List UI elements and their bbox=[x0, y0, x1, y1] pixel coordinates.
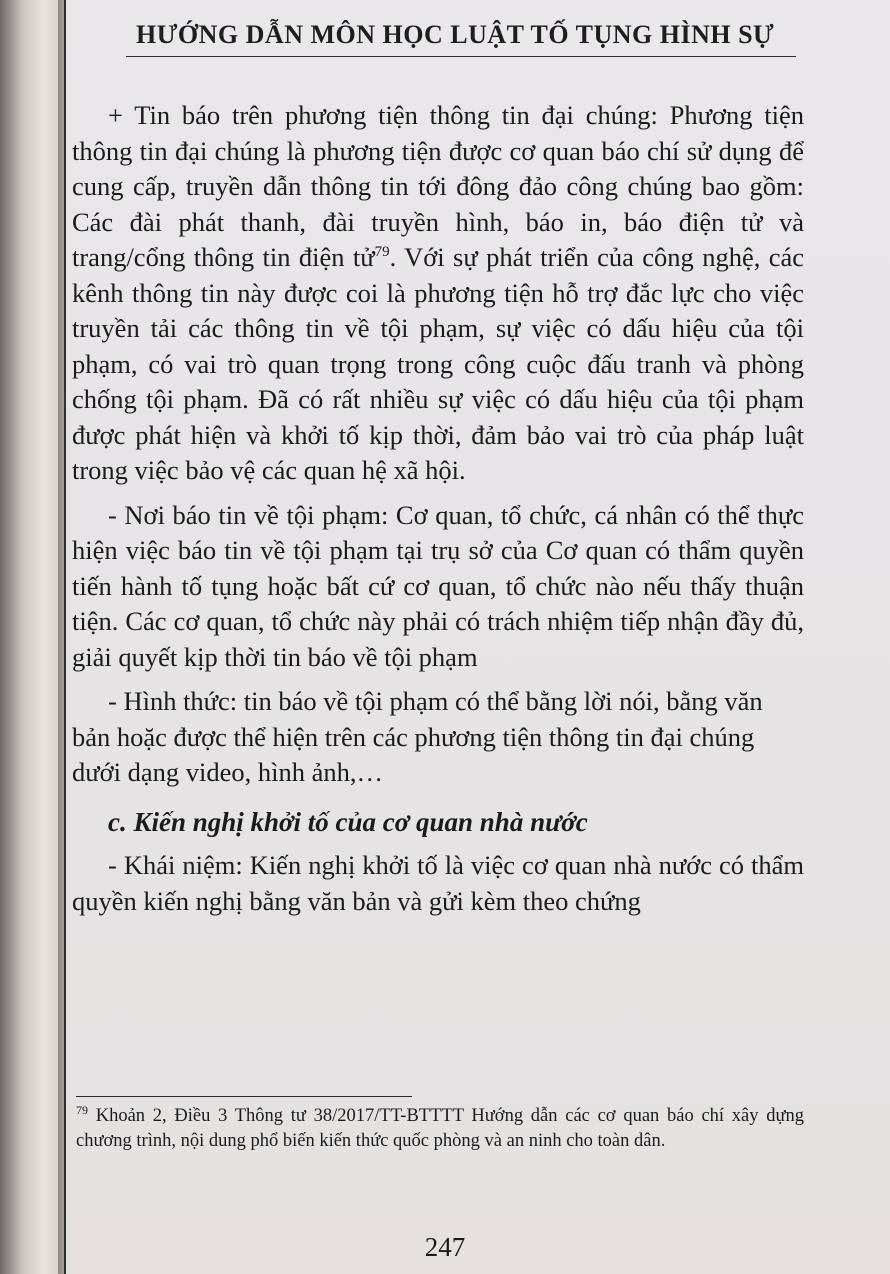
page-number: 247 bbox=[424, 1232, 466, 1262]
paragraph-mass-media-reports bbox=[72, 98, 804, 489]
footnote-number: 79 bbox=[76, 1102, 88, 1117]
page-body bbox=[72, 98, 804, 928]
running-header: HƯỚNG DẪN MÔN HỌC LUẬT TỐ TỤNG HÌNH SỰ bbox=[136, 20, 775, 49]
footnote-reference: 79 bbox=[374, 244, 390, 261]
footnote-text: Khoản 2, Điều 3 Thông tư 38/2017/TT-BTTTT Hướng dẫn các cơ quan báo chí xây dựng chương trình, nội dung phổ biến kiến thức quốc phòng và an ninh cho toàn dân. bbox=[76, 1106, 804, 1151]
section-heading: c. Kiến nghị khởi tố của cơ quan nhà nước bbox=[108, 806, 588, 837]
header-rule bbox=[126, 56, 796, 57]
adjacent-page-edge bbox=[0, 0, 64, 1274]
footnote bbox=[76, 1104, 804, 1154]
footnote-separator bbox=[76, 1096, 412, 1097]
paragraph-concept: - Khái niệm: Kiến nghị khởi tố là việc cơ quan nhà nước có thẩm quyền kiến nghị bằng văn bản và gửi kèm theo chứng bbox=[72, 850, 804, 916]
paragraph-report-form: - Hình thức: tin báo về tội phạm có thể bằng lời nói, bằng văn bản hoặc được thể hiện trên các phương tiện thông tin đại chúng dưới dạng video, hình ảnh,… bbox=[72, 686, 763, 787]
paragraph-text: + Tin báo trên phương tiện thông tin đại chúng: Phương tiện thông tin đại chúng là phương tiện được cơ quan báo chí sử dụng để cung cấp, truyền dẫn thông tin tới đông đảo công chúng bao gồm: Các đài phát thanh, đài truyền hình, báo in, báo điện tử và trang/cổng thông tin điện tử bbox=[72, 100, 804, 272]
paragraph-text: . Với sự phát triển của công nghệ, các kênh thông tin này được coi là phương tiện hỗ trợ đắc lực cho việc truyền tải các thông tin về tội phạm, sự việc có dấu hiệu của tội phạm, có vai trò quan trọng trong công cuộc đấu tranh và phòng chống tội phạm. Đã có rất nhiều sự việc có dấu hiệu của tội phạm được phát hiện và khởi tố kịp thời, đảm bảo vai trò của pháp luật trong việc bảo vệ các quan hệ xã hội. bbox=[72, 242, 805, 485]
paragraph-report-location: - Nơi báo tin về tội phạm: Cơ quan, tổ chức, cá nhân có thể thực hiện việc báo tin về tội phạm tại trụ sở của Cơ quan có thẩm quyền tiến hành tố tụng hoặc bất cứ cơ quan, tổ chức nào nếu thấy thuận tiện. Các cơ quan, tổ chức này phải có trách nhiệm tiếp nhận đầy đủ, giải quyết kịp thời tin báo về tội phạm bbox=[72, 499, 804, 672]
